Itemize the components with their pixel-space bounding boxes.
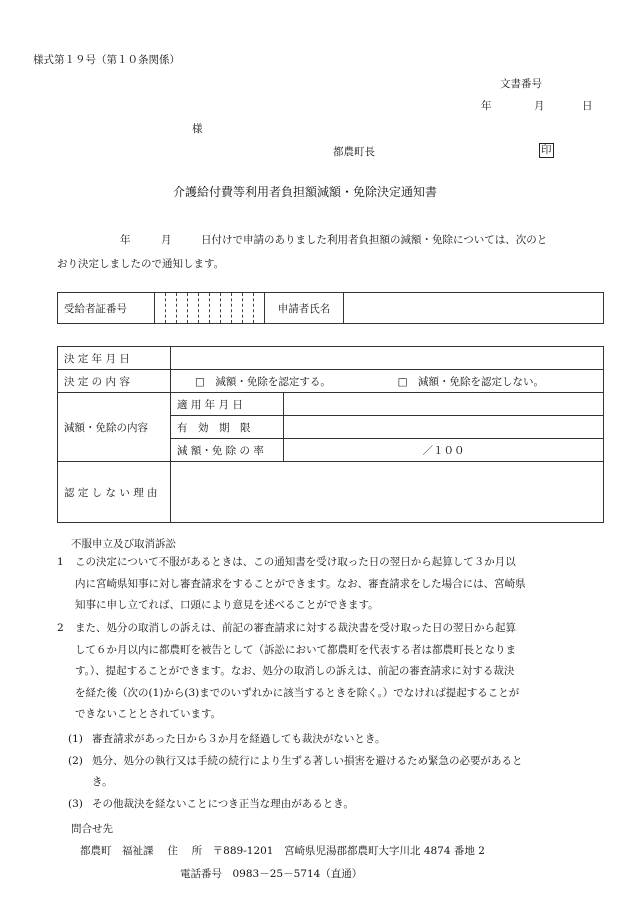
decision-date-label: 決 定 年 月 日 [58,347,171,370]
cert-digit[interactable] [232,293,243,324]
applied-date-label: 適 用 年 月 日 [171,393,284,416]
note-item-1-line: 知事に申し立てれば、口頭により意見を述べることができます。 [75,599,379,611]
date-year: 年 [481,100,492,112]
contact-address: 都農町 福祉課 住 所 〒889-1201 宮崎県児湯郡都農町大字川北 4874 番地 2 [80,845,485,857]
sub-item-2-line: 処分、処分の執行又は手続の続行により生ずる著しい損害を避けるため緊急の必要があると [92,754,523,767]
note-item-1-number: 1 [57,556,64,568]
cert-digit[interactable] [243,293,254,324]
seal-mark: 印 [541,144,552,156]
intro-month: 月 [161,234,172,246]
intro-year: 年 [120,234,131,246]
reduction-rate-value: ／１００ [422,444,465,457]
decision-content-label: 決 定 の 内 容 [58,370,171,393]
contact-phone: 電話番号 0983－25－5714（直通） [180,868,363,880]
cert-digit[interactable] [188,293,199,324]
intro-text-line2: おり決定しましたので通知します。 [57,258,225,270]
applied-date-field[interactable] [284,393,604,416]
sub-item-3-number: (3) [68,797,83,810]
cert-digit[interactable] [177,293,188,324]
note-item-1 [57,552,617,617]
date-month: 月 [534,100,545,112]
id-table [57,292,604,324]
issuer-name: 都農町長 [333,146,375,158]
cert-digit[interactable] [155,293,166,324]
reduction-rate-field[interactable] [284,439,604,462]
note-item-2-line: して６か月以内に都農町を被告として（訴訟において都農町を代表する者は都農町長となりま [75,643,516,656]
note-item-2-line: を経た後（次の(1)から(3)までのいずれかに該当するときを除く。）でなければ提起することが [75,686,520,699]
note-item-2-line: また、処分の取消しの訴えは、前記の審査請求に対する裁決書を受け取った日の翌日から起算 [75,622,516,634]
sub-item-1-number: (1) [68,733,83,745]
cert-digit[interactable] [221,293,232,324]
reject-reason-field[interactable] [171,462,604,523]
note-item-2-line: す。）、提起することができます。なお、処分の取消しの訴えは、前記の審査請求に対する裁決 [75,665,515,677]
note-item-1-line: 内に宮崎県知事に対し審査請求をすることができます。なお、審査請求をした場合には、宮崎県 [75,577,526,590]
applicant-name-field[interactable] [344,293,604,324]
decision-date-field[interactable] [171,347,604,370]
note-item-2 [57,618,617,726]
cert-digit[interactable] [166,293,177,324]
date-day: 日 [582,100,593,112]
document-title: 介護給付費等利用者負担額減額・免除決定通知書 [173,185,438,199]
addressee-suffix: 様 [192,123,203,135]
note-item-2-line: できないこととされています。 [75,708,222,720]
valid-period-label: 有 効 期 限 [171,416,284,439]
reject-option[interactable]: □ 減額・免除を認定しない。 [397,375,545,388]
note-item-2-number: 2 [57,622,64,634]
valid-period-field[interactable] [284,416,604,439]
cert-number-label: 受給者証番号 [58,293,155,324]
note-item-1-line: この決定について不服があるときは、この通知書を受け取った日の翌日から起算して３か月以 [75,556,516,568]
reject-reason-label: 認 定 し な い 理 由 [58,462,171,523]
reduction-content-label: 減額・免除の内容 [58,393,171,462]
cert-digit[interactable] [254,293,265,324]
appeal-heading: 不服申立及び取消訴訟 [71,538,176,550]
note-sub-items [68,729,618,815]
document-number-label: 文書番号 [500,78,542,90]
reduction-rate-label: 減 額・免 除 の 率 [171,439,284,462]
sub-item-2-line: き。 [92,776,113,788]
sub-item-3-text: その他裁決を経ないことにつき正当な理由があるとき。 [92,797,354,810]
applicant-name-label: 申請者氏名 [265,293,344,324]
cert-digit[interactable] [210,293,221,324]
sub-item-1-text: 審査請求があった日から３か月を経過しても裁決がないとき。 [92,733,386,745]
approve-option[interactable]: □ 減額・免除を認定する。 [195,375,331,388]
cert-digit[interactable] [199,293,210,324]
contact-heading: 問合せ先 [71,823,113,835]
decision-table [57,346,604,523]
form-number: 様式第１９号（第１０条関係） [33,54,180,66]
sub-item-2-number: (2) [68,754,83,767]
intro-text-line1: 日付けで申請のありました利用者負担額の減額・免除については、次のと [201,234,548,246]
